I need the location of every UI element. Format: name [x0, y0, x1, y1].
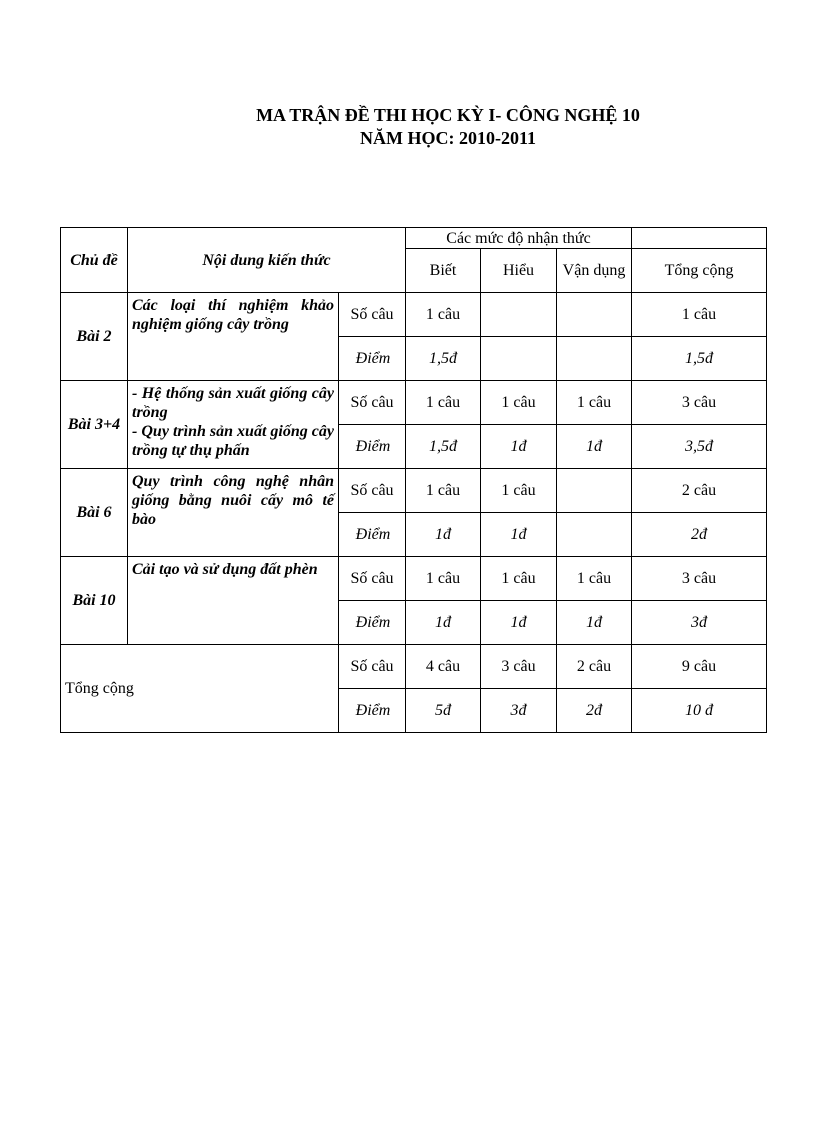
header-total: Tổng cộng: [632, 249, 767, 293]
header-topic: Chủ đề: [61, 228, 128, 293]
count-hieu: [481, 293, 557, 337]
score-vandung: [557, 513, 632, 557]
count-total: 3 câu: [632, 557, 767, 601]
header-content: Nội dung kiến thức: [128, 228, 406, 293]
score-total: 3đ: [632, 601, 767, 645]
count-hieu: 1 câu: [481, 381, 557, 425]
content-line: - Hệ thống sản xuất giống cây trồng: [132, 385, 334, 421]
score-hieu: 1đ: [481, 513, 557, 557]
content-cell: [128, 293, 339, 381]
count-biet: 1 câu: [406, 293, 481, 337]
score-total: 2đ: [632, 513, 767, 557]
header-vandung: Vận dụng: [557, 249, 632, 293]
count-total: 3 câu: [632, 381, 767, 425]
count-hieu: 1 câu: [481, 557, 557, 601]
label-score: Điểm: [339, 337, 406, 381]
topic-cell: Bài 10: [61, 557, 128, 645]
content-cell: [128, 381, 339, 469]
content-cell: [128, 469, 339, 557]
count-vandung: [557, 293, 632, 337]
header-blank: [632, 228, 767, 249]
label-count: Số câu: [339, 557, 406, 601]
total-row-label: Tổng cộng: [61, 645, 339, 733]
score-vandung: 1đ: [557, 601, 632, 645]
score-hieu: 1đ: [481, 601, 557, 645]
label-score: Điểm: [339, 425, 406, 469]
label-count: Số câu: [339, 381, 406, 425]
count-total: 2 câu: [632, 469, 767, 513]
content-line: Cải tạo và sử dụng đất phèn: [132, 561, 318, 578]
header-hieu: Hiểu: [481, 249, 557, 293]
total-count-total: 9 câu: [632, 645, 767, 689]
topic-cell: Bài 3+4: [61, 381, 128, 469]
total-count-vandung: 2 câu: [557, 645, 632, 689]
topic-cell: Bài 6: [61, 469, 128, 557]
score-vandung: 1đ: [557, 425, 632, 469]
score-biet: 1đ: [406, 601, 481, 645]
document-title: [0, 104, 816, 150]
total-count-hieu: 3 câu: [481, 645, 557, 689]
score-biet: 1,5đ: [406, 337, 481, 381]
topic-cell: Bài 2: [61, 293, 128, 381]
score-biet: 1,5đ: [406, 425, 481, 469]
label-score: Điểm: [339, 689, 406, 733]
label-count: Số câu: [339, 645, 406, 689]
title-line-1: MA TRẬN ĐỀ THI HỌC KỲ I- CÔNG NGHỆ 10: [256, 105, 640, 125]
label-score: Điểm: [339, 513, 406, 557]
total-score-total: 10 đ: [632, 689, 767, 733]
count-biet: 1 câu: [406, 381, 481, 425]
header-biet: Biết: [406, 249, 481, 293]
title-line-2: NĂM HỌC: 2010-2011: [360, 128, 536, 148]
count-vandung: 1 câu: [557, 381, 632, 425]
total-score-hieu: 3đ: [481, 689, 557, 733]
score-total: 3,5đ: [632, 425, 767, 469]
count-biet: 1 câu: [406, 469, 481, 513]
count-biet: 1 câu: [406, 557, 481, 601]
score-vandung: [557, 337, 632, 381]
label-score: Điểm: [339, 601, 406, 645]
label-count: Số câu: [339, 469, 406, 513]
label-count: Số câu: [339, 293, 406, 337]
total-count-biet: 4 câu: [406, 645, 481, 689]
exam-matrix-table: [60, 227, 767, 733]
score-hieu: 1đ: [481, 425, 557, 469]
content-line: Quy trình công nghệ nhân giống bằng nuôi cấy mô tế bào: [132, 473, 334, 528]
content-cell: [128, 557, 339, 645]
score-biet: 1đ: [406, 513, 481, 557]
content-line: Các loại thí nghiệm khảo nghiệm giống cây trồng: [132, 297, 334, 333]
count-total: 1 câu: [632, 293, 767, 337]
content-line: - Quy trình sản xuất giống cây trồng tự thụ phấn: [132, 423, 334, 459]
total-score-vandung: 2đ: [557, 689, 632, 733]
count-vandung: [557, 469, 632, 513]
count-vandung: 1 câu: [557, 557, 632, 601]
count-hieu: 1 câu: [481, 469, 557, 513]
header-levels: Các mức độ nhận thức: [406, 228, 632, 249]
score-total: 1,5đ: [632, 337, 767, 381]
total-score-biet: 5đ: [406, 689, 481, 733]
score-hieu: [481, 337, 557, 381]
